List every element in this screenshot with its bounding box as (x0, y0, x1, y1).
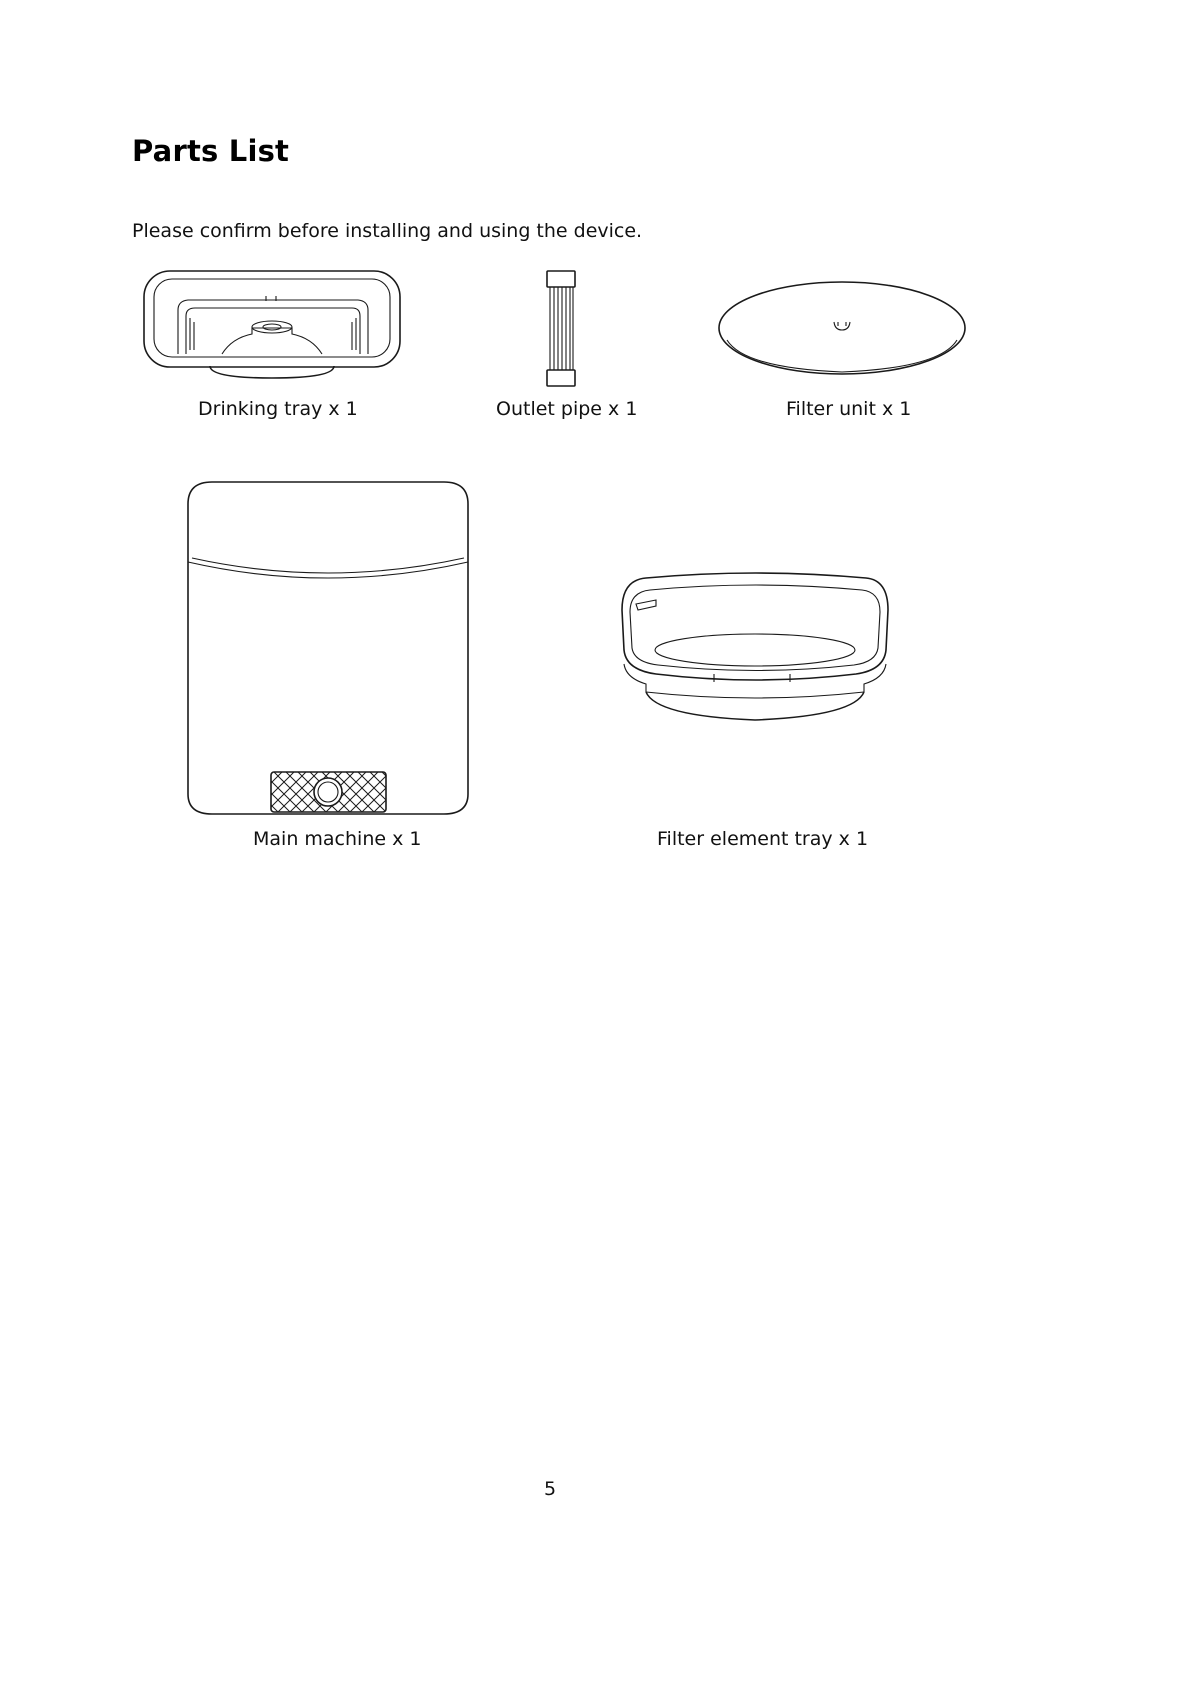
part-main-machine (182, 476, 482, 861)
drinking-tray-illustration (140, 268, 405, 383)
part-filter-element-tray (616, 570, 896, 860)
part-outlet-pipe (490, 268, 650, 428)
part-filter-unit (714, 268, 970, 428)
part-label: Filter element tray x 1 (657, 828, 869, 850)
page-title: Parts List (132, 134, 290, 168)
outlet-pipe-illustration (490, 268, 650, 388)
main-machine-illustration (182, 476, 482, 821)
part-label: Drinking tray x 1 (198, 398, 358, 420)
filter-element-tray-illustration (616, 570, 896, 730)
part-label: Filter unit x 1 (786, 398, 912, 420)
filter-unit-illustration (714, 268, 970, 383)
part-drinking-tray (140, 268, 405, 428)
intro-text: Please confirm before installing and using the device. (132, 220, 643, 242)
part-label: Main machine x 1 (253, 828, 422, 850)
part-label: Outlet pipe x 1 (496, 398, 638, 420)
page-number: 5 (543, 1478, 557, 1500)
